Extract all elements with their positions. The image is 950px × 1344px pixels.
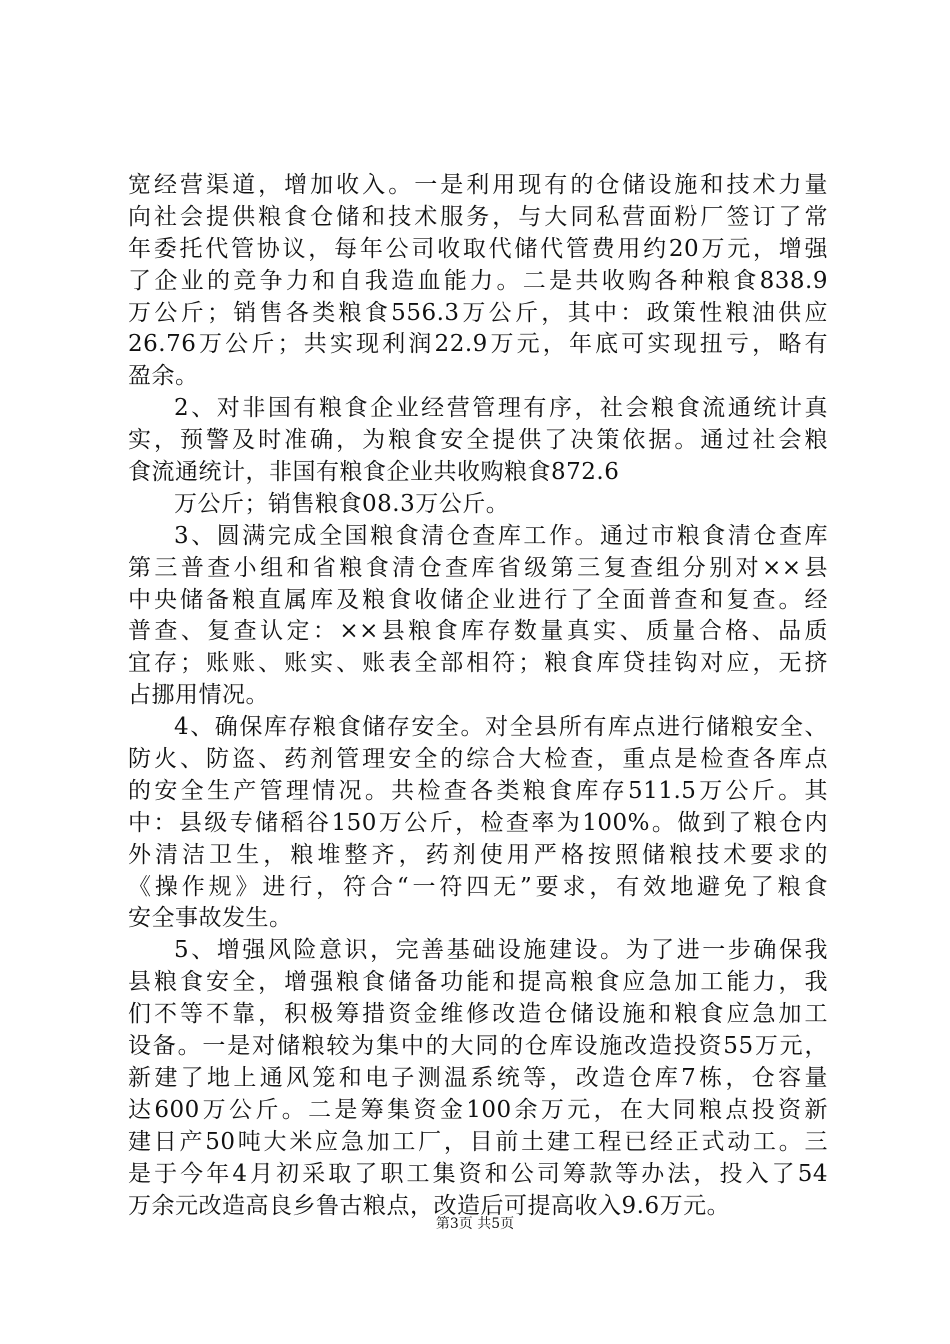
text-line: 宽经营渠道，增加收入。一是利用现有的仓储设施和技术力量 [128,172,828,198]
text-line: 年委托代管协议，每年公司收取代储代管费用约20万元，增强 [128,235,828,262]
text-line: 《操作规》进行，符合“一符四无”要求，有效地避免了粮食 [128,873,828,900]
text-line: 宜存；账账、账实、账表全部相符；粮食库贷挂钩对应，无挤 [128,650,828,677]
text-line: 普查、复查认定：××县粮食库存数量真实、质量合格、品质 [128,618,828,645]
text-line: 3、圆满完成全国粮食清仓查库工作。通过市粮食清仓查库 [174,522,828,549]
text-line: 中央储备粮直属库及粮食收储企业进行了全面普查和复查。经 [128,586,828,613]
body-text [128,170,828,1222]
text-line: 设备。一是对储粮较为集中的大同的仓库设施改造投资55万元， [128,1033,828,1060]
text-line: 占挪用情况。 [128,682,269,709]
text-line: 新建了地上通风笼和电子测温系统等，改造仓库7栋，仓容量 [128,1064,828,1091]
text-line: 安全事故发生。 [128,905,293,932]
text-line: 盈余。 [128,363,199,390]
text-line: 建日产50吨大米应急加工厂，目前土建工程已经正式动工。三 [128,1128,828,1155]
text-line: 2、对非国有粮食企业经营管理有序，社会粮食流通统计真 [174,395,828,422]
text-line: 5、增强风险意识，完善基础设施建设。为了进一步确保我 [174,937,828,964]
text-line: 外清洁卫生，粮堆整齐，药剂使用严格按照储粮技术要求的 [128,841,828,868]
text-line: 4、确保库存粮食储存安全。对全县所有库点进行储粮安全、 [174,714,828,741]
text-line: 们不等不靠，积极筹措资金维修改造仓储设施和粮食应急加工 [128,1001,828,1028]
text-line: 的安全生产管理情况。共检查各类粮食库存511.5万公斤。其 [128,777,828,804]
text-line: 中：县级专储稻谷150万公斤，检查率为100%。做到了粮仓内 [128,809,828,836]
text-line: 了企业的竞争力和自我造血能力。二是共收购各种粮食838.9 [128,267,828,294]
text-line: 26.76万公斤；共实现利润22.9万元，年底可实现扭亏，略有 [128,331,828,358]
text-line: 县粮食安全，增强粮食储备功能和提高粮食应急加工能力，我 [128,969,828,996]
text-line: 实，预警及时准确，为粮食安全提供了决策依据。通过社会粮 [128,427,828,454]
text-line: 达600万公斤。二是筹集资金100余万元，在大同粮点投资新 [128,1096,828,1123]
text-line: 向社会提供粮食仓储和技术服务，与大同私营面粉厂签订了常 [128,203,828,230]
text-line: 万余元改造高良乡鲁古粮点，改造后可提高收入9.6万元。 [128,1192,731,1219]
text-line: 万公斤；销售粮食08.3万公斤。 [174,490,510,517]
text-line: 食流通统计，非国有粮食企业共收购粮食872.6 [128,459,620,486]
text-line: 第三普查小组和省粮食清仓查库省级第三复查组分别对××县 [128,554,828,581]
text-line: 万公斤；销售各类粮食556.3万公斤，其中：政策性粮油供应 [128,299,828,326]
text-line: 防火、防盗、药剂管理安全的综合大检查，重点是检查各库点 [128,746,828,773]
page-footer: 第3页 共5页 [435,1216,515,1232]
text-line: 是于今年4月初采取了职工集资和公司筹款等办法，投入了54 [128,1160,828,1187]
